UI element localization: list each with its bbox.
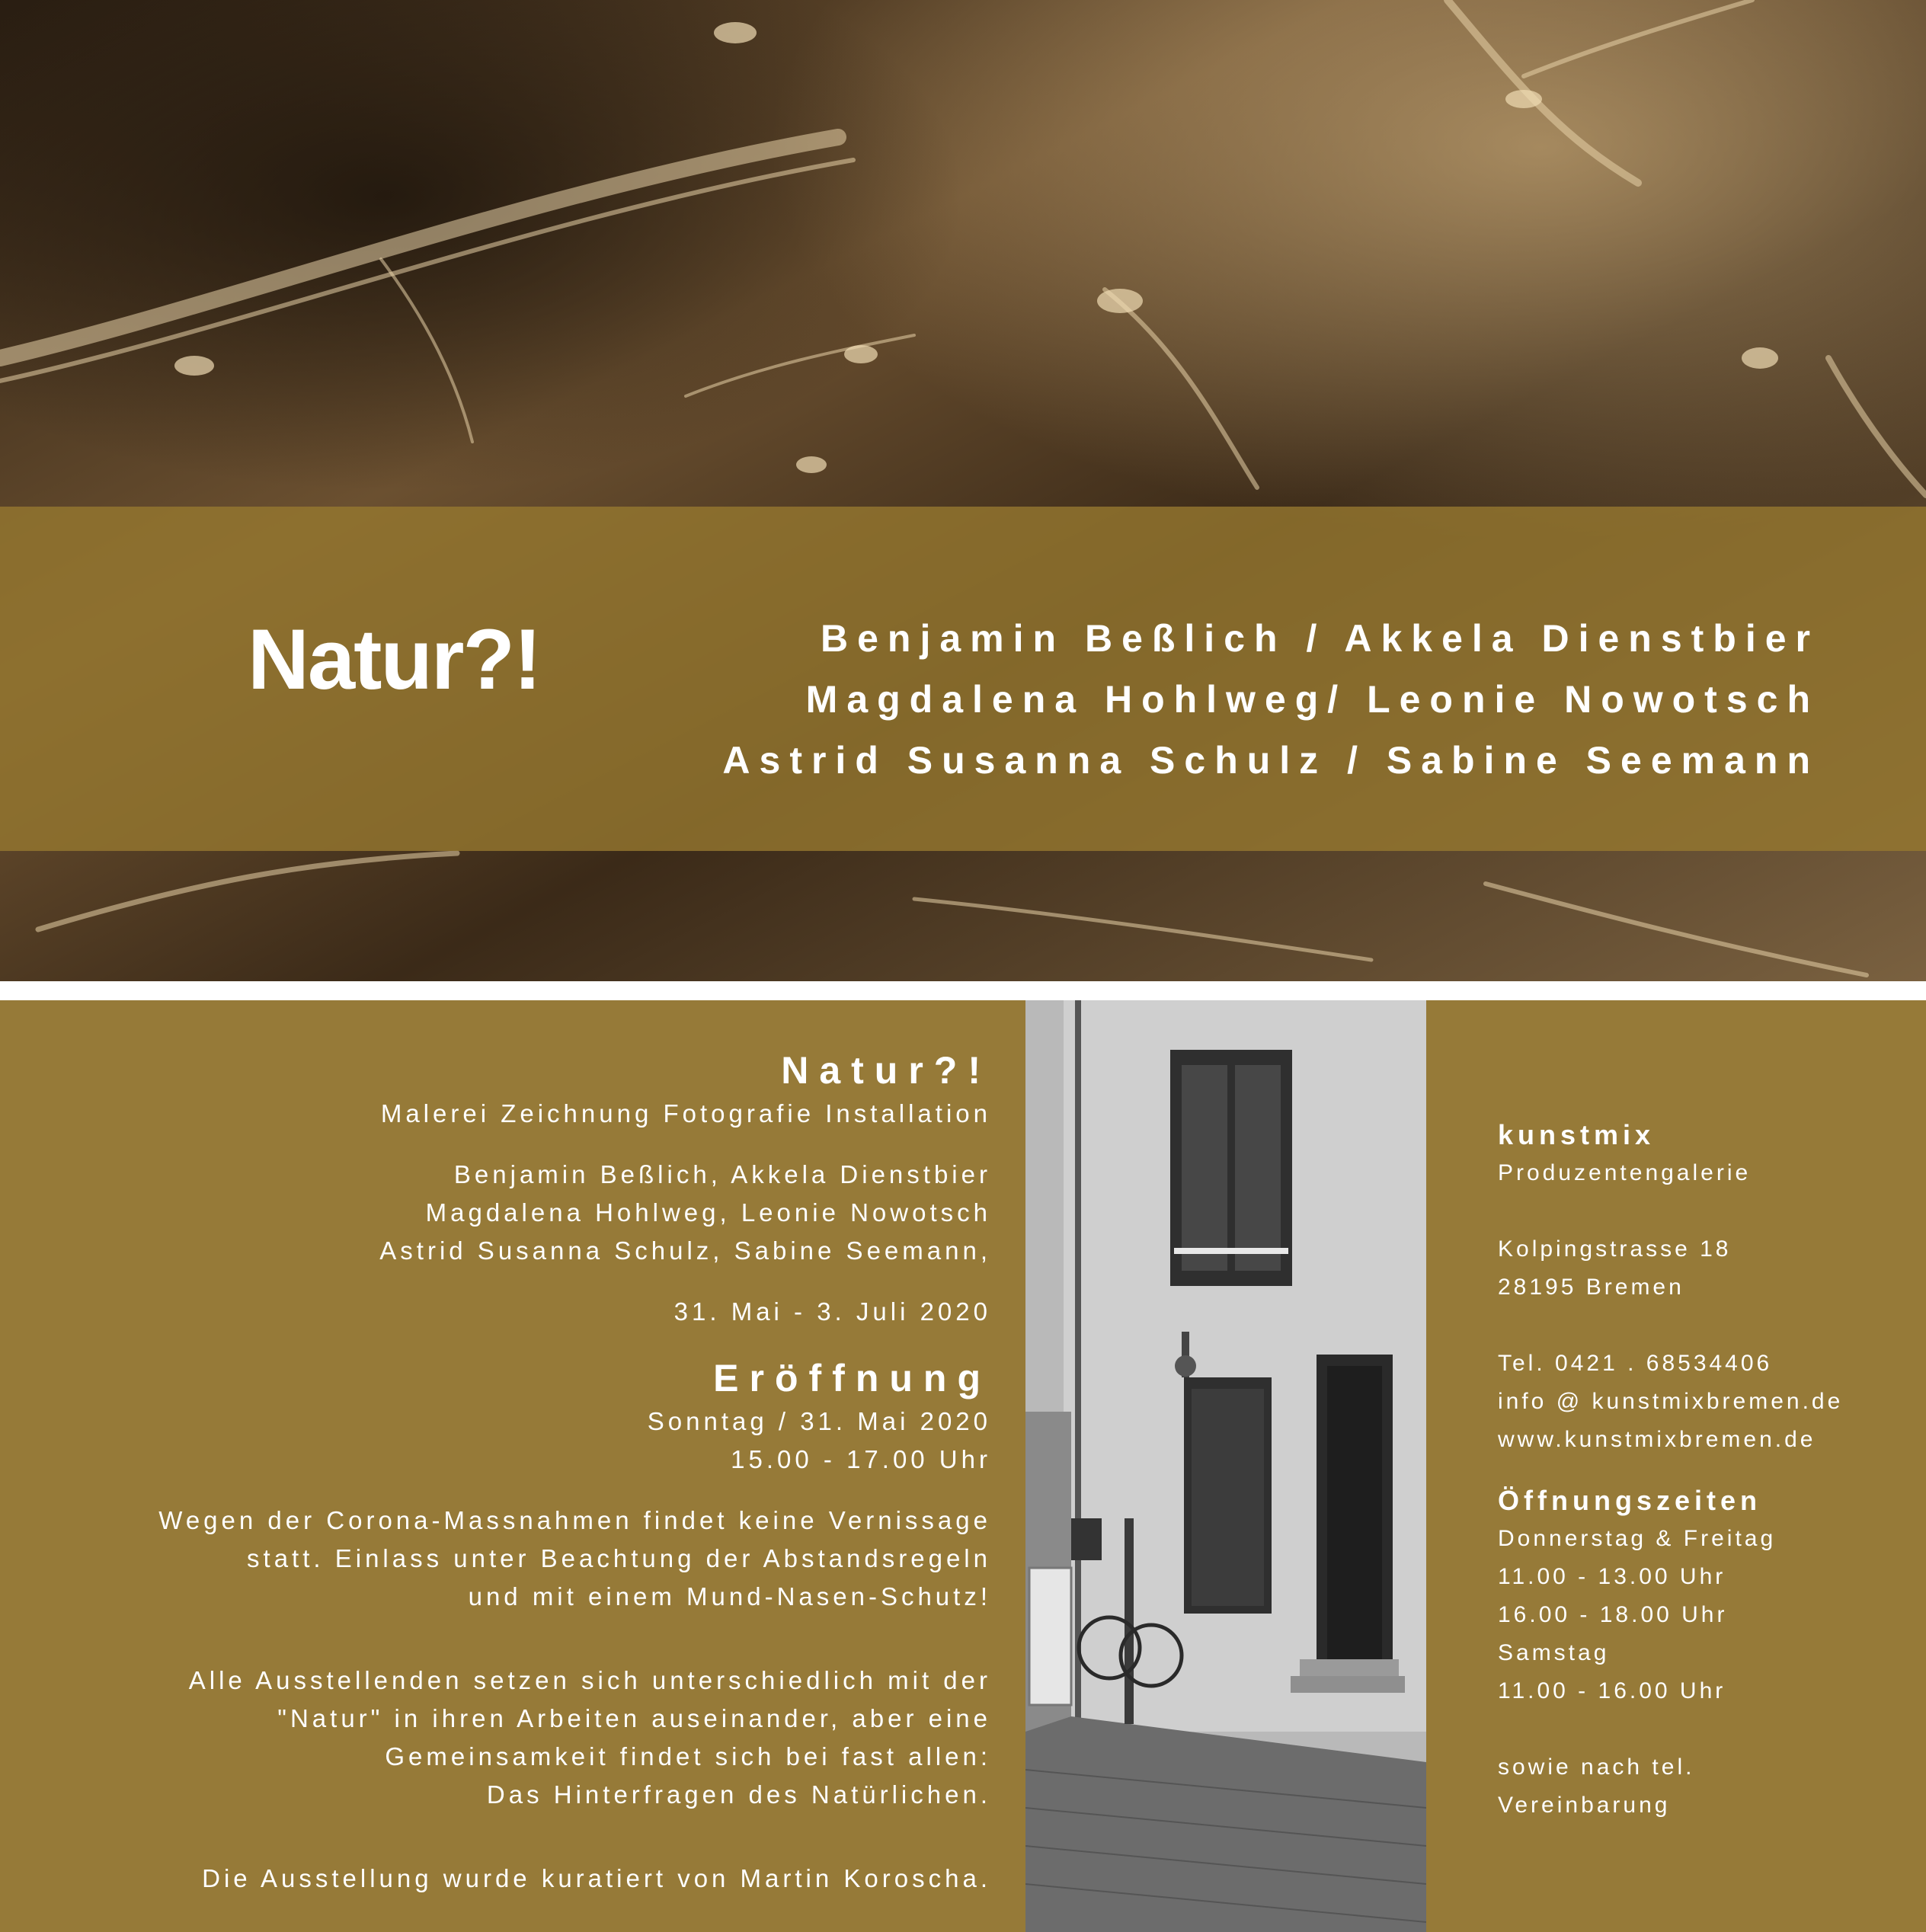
description-line: Alle Ausstellenden setzen sich unterschiedlich mit der [188,1666,991,1694]
artist-line: Benjamin Beßlich, Akkela Dienstbier [453,1160,991,1188]
hours-line: Samstag [1498,1640,1610,1665]
exhibition-info [77,1046,991,1898]
artist-line: Astrid Susanna Schulz, Sabine Seemann, [379,1236,991,1265]
appointment-note: sowie nach tel. [1498,1754,1695,1780]
gallery-contact [1498,1116,1909,1825]
opening-heading: Eröffnung [713,1357,991,1399]
gallery-city: 28195 Bremen [1498,1275,1684,1300]
exhibition-title: Natur?! [248,612,541,707]
hours-line: Donnerstag & Freitag [1498,1526,1777,1551]
hours-line: 11.00 - 16.00 Uhr [1498,1678,1726,1703]
gallery-website[interactable]: www.kunstmixbremen.de [1498,1427,1816,1452]
artist-line: Benjamin Beßlich / Akkela Dienstbier [821,617,1819,660]
opening-time: 15.00 - 17.00 Uhr [731,1445,991,1473]
gallery-type: Produzentengalerie [1498,1160,1752,1185]
info-heading: Natur?! [781,1049,991,1092]
description-line: Gemeinsamkeit findet sich bei fast allen: [385,1742,991,1770]
corona-line: Wegen der Corona-Massnahmen findet keine Vernissage [158,1506,991,1534]
exhibition-dates: 31. Mai - 3. Juli 2020 [673,1297,991,1326]
description-line: "Natur" in ihren Arbeiten auseinander, aber eine [277,1704,991,1732]
media-types: Malerei Zeichnung Fotografie Installation [380,1099,991,1128]
gallery-name: kunstmix [1498,1119,1656,1150]
corona-line: statt. Einlass unter Beachtung der Abstandsregeln [247,1544,991,1572]
gallery-street-photo [1025,1000,1426,1932]
hours-heading: Öffnungszeiten [1498,1485,1761,1516]
description-line: Das Hinterfragen des Natürlichen. [486,1780,991,1809]
gallery-email[interactable]: info @ kunstmixbremen.de [1498,1389,1844,1414]
artist-line: Magdalena Hohlweg, Leonie Nowotsch [425,1198,991,1227]
artist-line: Magdalena Hohlweg/ Leonie Nowotsch [805,678,1819,721]
corona-line: und mit einem Mund-Nasen-Schutz! [468,1582,991,1611]
hours-line: 16.00 - 18.00 Uhr [1498,1602,1728,1627]
artist-list-hero [722,608,1819,791]
curator-note: Die Ausstellung wurde kuratiert von Martin Koroscha. [202,1864,991,1892]
appointment-note: Vereinbarung [1498,1793,1671,1818]
gallery-street: Kolpingstrasse 18 [1498,1236,1732,1262]
opening-date: Sonntag / 31. Mai 2020 [647,1407,991,1435]
building-image [1025,1000,1426,1932]
hours-line: 11.00 - 13.00 Uhr [1498,1564,1726,1589]
artist-line: Astrid Susanna Schulz / Sabine Seemann [722,739,1819,782]
gallery-phone[interactable]: Tel. 0421 . 68534406 [1498,1351,1773,1376]
